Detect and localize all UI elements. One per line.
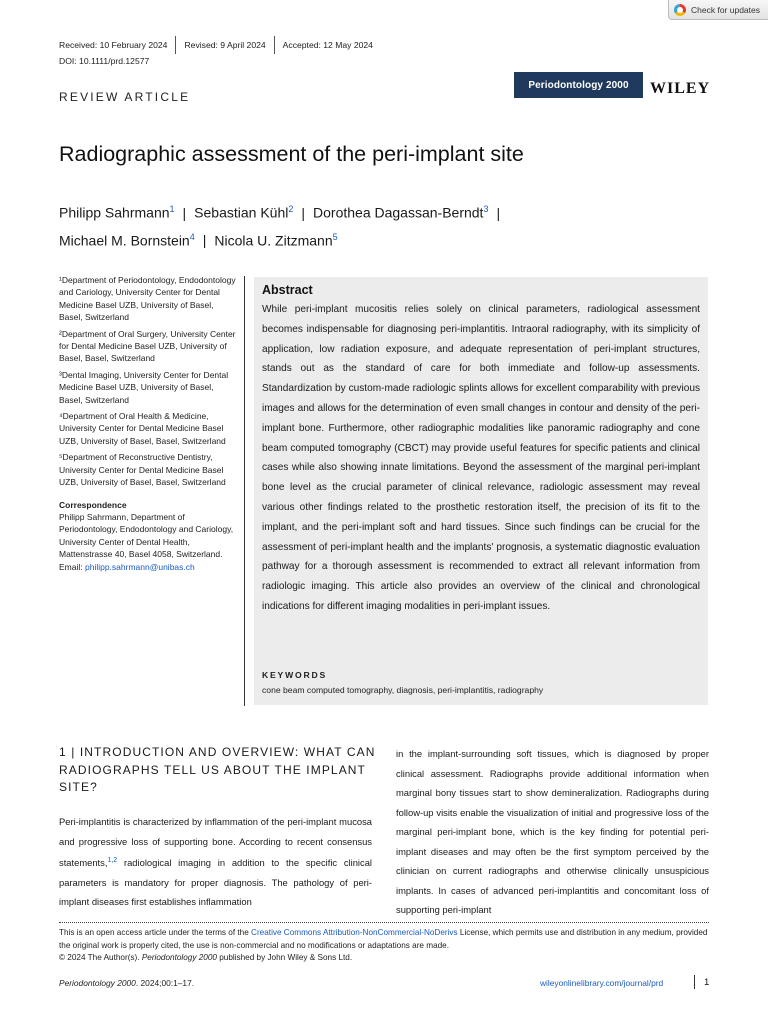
citation-link[interactable]: 1,2: [107, 857, 118, 864]
received-date: Received: 10 February 2024: [59, 40, 168, 50]
affiliation: ¹Department of Periodontology, Endodontology and Cariology, University Center for Dental Medicine Basel UZB, University of Basel, Basel, Switzerland: [59, 275, 236, 323]
footnote-divider: [59, 922, 709, 923]
footer-citation-details: . 2024;00:1–17.: [135, 978, 195, 988]
body-text-right: in the implant-surrounding soft tissues, which is diagnosed by proper clinical assessment. Radiographs provide additional information when marginal bony tissues start to show demineralization. Radiographs during follow-up visits enable the visualization of initial and progressive loss of the marginal peri-implant bone, which is the key finding for potential peri-implant diseases and may often be the first symptom perceived by the clinician on current radiographs and otherwise clinically unsuspicious implants. In cases of advanced peri-implantitis and concomitant loss of supporting peri-implant: [396, 748, 709, 915]
author-affiliation-link[interactable]: 3: [483, 204, 489, 214]
divider: |: [182, 204, 187, 221]
page-number: 1: [704, 977, 710, 988]
divider: |: [202, 232, 207, 249]
accepted-date: Accepted: 12 May 2024: [282, 40, 373, 50]
correspondence-address: Philipp Sahrmann, Department of Periodontology, Endodontology and Cariology, University Center of Dental Health, Mattenstrasse 40, Basel 4058, Switzerland.: [59, 511, 234, 560]
correspondence-email: [59, 561, 239, 573]
crossmark-icon: [674, 4, 686, 16]
footer-citation: [59, 978, 194, 988]
revised-date: Revised: 9 April 2024: [184, 40, 266, 50]
article-title: Radiographic assessment of the peri-implant site: [59, 142, 524, 166]
author-name: Philipp Sahrmann: [59, 204, 170, 221]
author-affiliation-link[interactable]: 1: [169, 204, 175, 214]
check-for-updates-button[interactable]: [668, 0, 768, 20]
journal-url-link[interactable]: wileyonlinelibrary.com/journal/prd: [540, 978, 664, 988]
affiliations: [59, 274, 239, 573]
divider: |: [496, 204, 501, 221]
divider: [175, 36, 176, 54]
author-name: Dorothea Dagassan-Berndt: [313, 204, 484, 221]
correspondence-heading: Correspondence: [59, 499, 127, 510]
affiliation: ²Department of Oral Surgery, University Center for Dental Medicine Basel UZB, University of Basel, Basel, Switzerland: [59, 328, 236, 364]
keywords-list: cone beam computed tomography, diagnosis, peri-implantitis, radiography: [262, 685, 544, 695]
author-affiliation-link[interactable]: 4: [189, 231, 195, 242]
author-affiliation-link[interactable]: 5: [332, 231, 338, 242]
divider: [274, 36, 275, 54]
affiliation: ³Dental Imaging, University Center for Dental Medicine Basel UZB, University of Basel, Basel, Switzerland: [59, 369, 229, 405]
abstract-heading: Abstract: [262, 283, 313, 297]
section-heading: 1 | INTRODUCTION AND OVERVIEW: WHAT CAN RADIOGRAPHS TELL US ABOUT THE IMPLANT SITE?: [59, 745, 376, 794]
article-type: REVIEW ARTICLE: [59, 90, 191, 104]
license-text: This is an open access article under the terms of the: [59, 928, 252, 937]
author-affiliation-link[interactable]: 2: [288, 204, 294, 214]
license-notice: [59, 927, 709, 965]
journal-logo: Periodontology 2000: [514, 72, 643, 98]
author-list: [59, 197, 619, 252]
divider: |: [301, 204, 306, 221]
author-name: Sebastian Kühl: [194, 204, 289, 221]
email-link[interactable]: philipp.sahrmann@unibas.ch: [84, 561, 195, 572]
affiliation: ⁴Department of Oral Health & Medicine, University Center for Dental Medicine Basel UZB, University of Basel, Basel, Switzerland: [59, 411, 226, 446]
license-text: License, which permits use and distribution in any medium, provided the original work is properly cited, the use is non-commercial and no modifications or adaptations are made.: [59, 928, 708, 950]
keywords-heading: KEYWORDS: [262, 670, 328, 680]
license-link[interactable]: Creative Commons Attribution-NonCommercial-NoDerivs: [251, 928, 458, 937]
abstract-text: While peri-implant mucositis relies solely on clinical parameters, radiological assessment becomes indispensable for diagnosing peri-implantitis. Intraoral radiography, with its simplicity of application, low radiation exposure, and adequate representation of peri-implant structures, stands out as the standard of care for both immediate and follow-up assessments. Standardization by custom-made radiologic splints allows for excellent comparability with previous images and allows for the determination of even small changes in contour and density of the peri-implant bone. Furthermore, other radiographic modalities like panoramic radiography and cone beam computed tomography (CBCT) may provide useful features for specific patients and clinical cases while also showing innate limitations. Beyond the assessment of the marginal peri-implant bone level as the crucial parameter of clinical relevance, radiologic assessment may reveal various other findings related to the prosthetic restoration itself, the precision of its fit to the implant, and the peri-implant soft and hard tissues. Since such findings can be crucial for the assessment of peri-implant health and the implants' prognosis, a systematic diagnostic evaluation pathway for a thorough assessment is recommended to extract all relevant information from radiologic imaging. This article also provides an overview of the clinical and chronological indications for different imaging modalities in peri-implant issues.: [262, 304, 700, 612]
column-divider: [244, 276, 245, 706]
copyright-text: published by John Wiley & Sons Ltd.: [216, 953, 353, 963]
affiliation: ⁵Department of Reconstructive Dentistry, University Center for Dental Medicine Basel UZB, University of Basel, Basel, Switzerland: [59, 452, 226, 488]
paragraph-text: radiological imaging in addition to the specific clinical parameters is mandatory for proper diagnosis. The pathology of peri-implant diseases first establishes inflammation: [59, 857, 372, 908]
author-name: Nicola U. Zitzmann: [214, 232, 333, 249]
email-label: Email:: [59, 561, 85, 572]
copyright-text: © 2024 The Author(s).: [59, 953, 142, 963]
doi: DOI: 10.1111/prd.12577: [59, 56, 150, 66]
body-text-left: [59, 812, 372, 912]
divider: [694, 975, 695, 989]
footer-journal: Periodontology 2000: [59, 978, 136, 988]
paragraph-text: Peri-implantitis is characterized by inflammation of the peri-implant mucosa and progressive loss of supporting bone. According to recent consensus statements,: [59, 816, 372, 869]
check-for-updates-label: Check for updates: [691, 4, 760, 15]
publication-dates: [59, 36, 373, 54]
copyright-journal: Periodontology 2000: [141, 953, 217, 963]
publisher-logo: WILEY: [650, 80, 711, 97]
author-name: Michael M. Bornstein: [59, 232, 190, 249]
